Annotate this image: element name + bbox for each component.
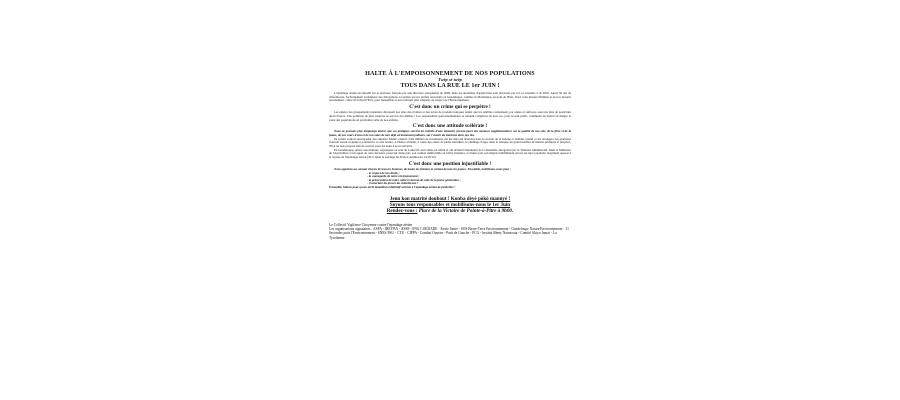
list-item: - la préservation de notre santé et surtout de celle de la jeune génération ; [367,177,461,182]
leaflet-page [327,60,573,375]
signatories-block [329,223,571,240]
intro-paragraph: L'épandage aérien est interdit sur le territoire français par une directive européenne de 2009, mais les modalités d'application sont précisées par la Loi Grenelle 2 de 2010. Après 30 ans de chlordécone, l'acharnement scandaleux des dérogations accordées par les préfets successifs en Guadeloupe, comme en Martinique, au nom de l'Etat, Voici cette mesure illimitée et de nos devenir aucunement, collectif d'abord l'Etat, pour l'ensemble et des relations plus adaptées au respect de l'Environnement. [329,91,571,103]
cta-line-3 [327,208,573,214]
section1-heading: C'est donc un crime qui se perpètre ! [409,104,491,111]
cta-line-2: Soyons tous responsables et mobilisons-nous le 1er Juin [389,201,511,208]
demands-list [367,172,573,186]
cta-line-1: Jenn kon matrité doubout ! Konba dèyè pòkò mannyé ! [389,195,511,202]
list-item: - la sauvegarde de notre environnement ; [367,174,420,179]
section3-heading: C'est donc une position injustifiable ! [408,160,492,167]
section2-paragraph-1: Ils savent vouloir sauvegarder des emplois. Manti a manti ! Des milliers de travailleurs ont été déjà été licenciés dans le secteur de la banane et demain, quand ça les arrangera, les planteurs n'auront aucun scrupule à poursuivre ce sale boulot. A l'heure actuelle, à cause des zones de pêche interdites, le chômage frappe dans la détresse un grand nombre de marins-pêcheurs et jusqu'ici, l'Etat ne leur propose rien de concret pour les aider à se reconvertir. [329,136,571,149]
list-item: - le respect de nos droits ; [367,170,400,175]
section2-emphasis: Nous ne pouvons plus longtemps tolérer que ces pratiques servent les intérêts d'une minorité, fassent peser des menaces supplémentaires sur la qualité de nos sols, de la flore et de la faune, de nos cours d'eau et de nos eaux de mer déjà sérieusement polluées, sur l'avenir du tourisme dans nos îles. [329,129,571,137]
section2-heading: C'est donc une attitude scélérate ! [412,123,488,130]
section2-paragraph-2: En Guadeloupe, quatre associations, regroupées au sein du Collectif, sont allées en référé et ont obtenu l'annulation de la deuxième dérogation par le Tribunal administratif. Mais le Ministère de l'Agriculture a fait appel de cette décision, prouvant d'une part, son soutien indéfectible au lobby bananier, et d'autre part son mépris indéfiniment envers un rejet populaire largement opposé à la reprise de l'épandage aérien (45% selon le sondage du France-Antilles du 14/10/12). [329,147,571,160]
cta-rendezvous-place: Place de la Victoire de Pointe-à-Pitre à 9h00. [418,207,514,214]
list-item: - l'ouverture du procès du chlordécone ! [367,181,419,186]
document-rally-title: TOUS DANS LA RUE LE 1er JUIN ! [400,82,500,89]
document-subtitle: Twèp sé twèp [438,77,462,82]
section3-intro: Nous appelons au sursaut citoyen de tous les hommes, de toutes les femmes et surtout de tous les jeunes. Ensemble, mobilisons-nous pour : [334,166,512,171]
document-title: HALTE À L'EMPOISONNEMENT DE NOS POPULATIONS [365,70,535,77]
section1-paragraph: Les enjeux des groupements bananiers dévastent nos sites des rivières et des terres de produits toxiques tandis que les Antilles connaissent, par ondes et surfaces, tous très plus de pesticides qu'en France. Une pollution de plus toujours au service des mêmes ! Les responsables gouvernementaux se rendent complices de tous ces, pour le seul profit, continuent de mettre en danger la santé des populations en particulier celle de nos enfants. [329,110,571,122]
signatories-list: Les organisations signataires : ASFA - IREYBA - ASSE- ONG COEDADE - Envie Santé - SOS Basse-Terre Environnement - Guadeloupe Nature Environnement - 11 Secondes pour l'Environnement - SNES FSU - CTU - CIPPA - Combat Ouvrier - Parti de Gauche - PCG - Institut Rémy Nainsouta - Comité Akiyo Jamaï - La Tyrolienne [329,226,569,240]
cta-rendezvous-label: Rendez-vous : [386,207,418,214]
section3-closing: Ensemble, luttons pour qu'un arrêt immédiat et définitif soit mis à l'épandage aérien de pesticides ! [329,184,456,189]
collective-name: Le Collectif Vigilance Citoyenne contre l'épandage aérien [329,222,413,227]
call-to-action [327,196,573,214]
